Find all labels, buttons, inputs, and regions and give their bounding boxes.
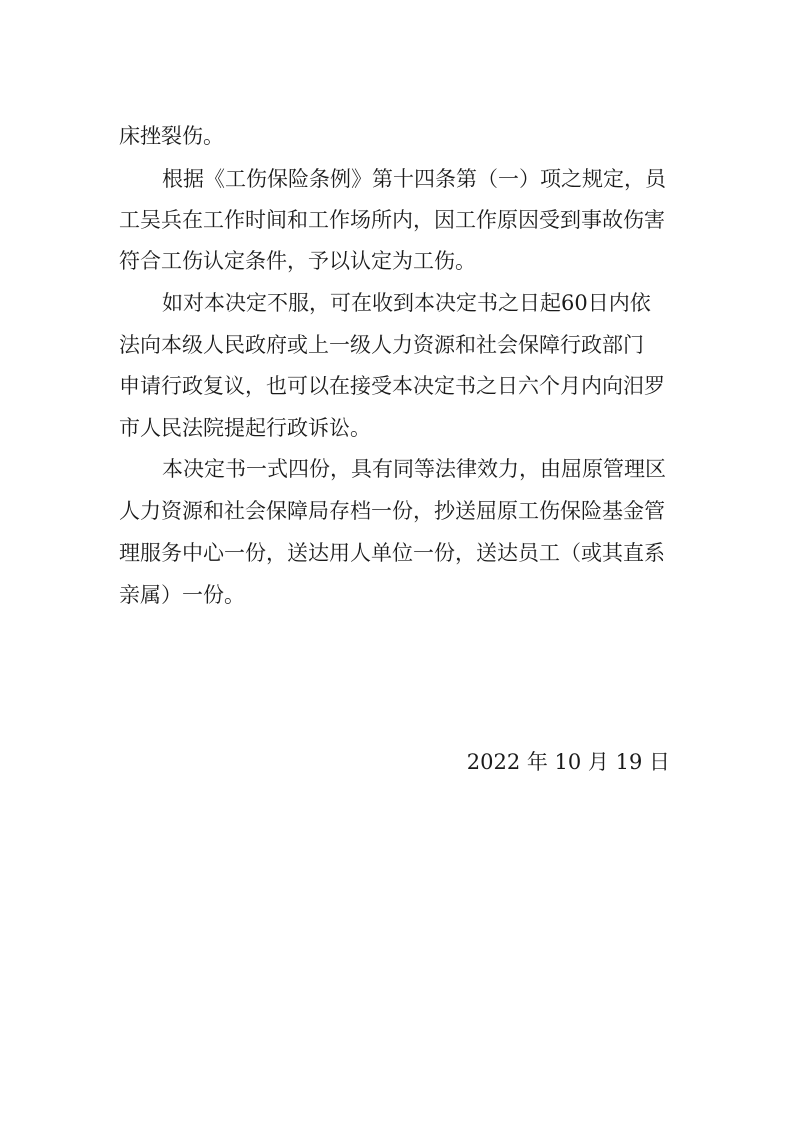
paragraph-1-line-3: 符合工伤认定条件，予以认定为工伤。 <box>119 249 476 273</box>
text-line <box>0 200 793 240</box>
text-line <box>0 533 793 573</box>
intro-tail-text: 床挫裂伤。 <box>119 124 224 148</box>
paragraph-1-line-1: 根据《工伤保险条例》第十四条第（一）项之规定，员 <box>162 167 666 191</box>
paragraph-3-line-3: 理服务中心一份，送达用人单位一份，送达员工（或其直系 <box>119 541 665 565</box>
paragraph-2-line-4: 市人民法院提起行政诉讼。 <box>119 416 371 440</box>
paragraph-3-line-4: 亲属）一份。 <box>119 583 245 607</box>
text-line <box>0 408 793 448</box>
paragraph-3-line-2: 人力资源和社会保障局存档一份，抄送屈原工伤保险基金管 <box>119 499 665 523</box>
text-line <box>0 575 793 615</box>
text-line <box>0 159 793 199</box>
paragraph-1-line-2: 工吴兵在工作时间和工作场所内，因工作原因受到事故伤害 <box>119 208 665 232</box>
paragraph-2-line-1: 如对本决定不服，可在收到本决定书之日起60日内依 <box>162 291 651 315</box>
paragraph-2-line-3: 申请行政复议，也可以在接受本决定书之日六个月内向汨罗 <box>119 374 665 398</box>
date-line <box>0 742 793 782</box>
text-line <box>0 283 793 323</box>
text-line <box>0 325 793 365</box>
text-line <box>0 241 793 281</box>
text-line <box>0 366 793 406</box>
paragraph-3-line-1: 本决定书一式四份，具有同等法律效力，由屈原管理区 <box>162 457 666 481</box>
document-date: 2022 年 10 月 19 日 <box>466 750 670 774</box>
text-line <box>0 491 793 531</box>
text-line <box>0 449 793 489</box>
paragraph-2-line-2: 法向本级人民政府或上一级人力资源和社会保障行政部门 <box>119 333 644 357</box>
text-line <box>0 116 793 156</box>
